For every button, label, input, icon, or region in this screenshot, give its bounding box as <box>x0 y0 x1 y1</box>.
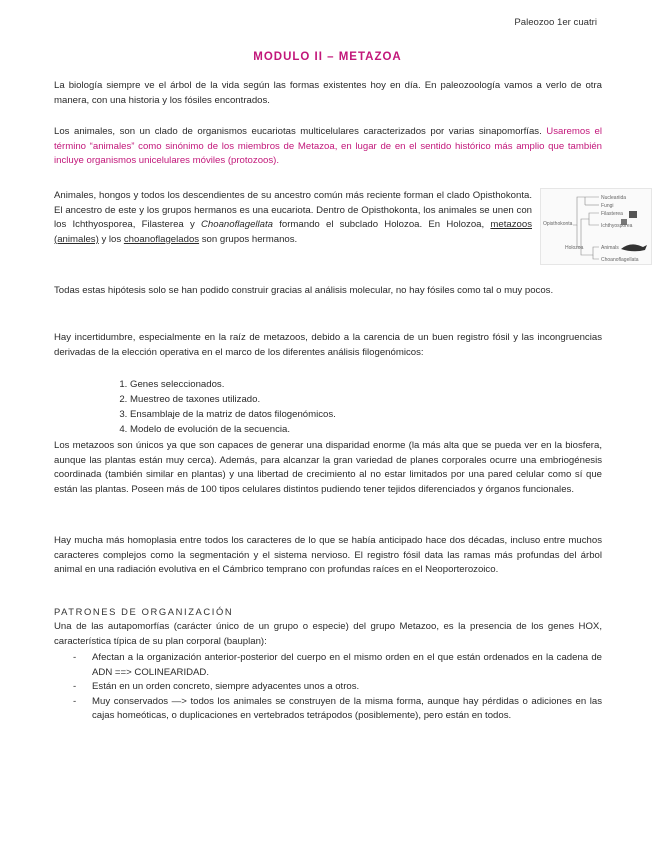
opisthokonta-paragraph <box>54 189 532 247</box>
homoplasy-paragraph: Hay mucha más homoplasia entre todos los caracteres de lo que se había anticipado hace dos décadas, incluso entre muchos caracteres complejos como la segmentación y el sistema nervioso. El registro fósil data las ramas más profundas del árbol animal en una radiación evolutiva en el Cámbrico temprano con profundas raíces en el Neoporterozoico. <box>54 535 602 576</box>
phylogeny-tree-figure <box>540 188 652 265</box>
list-item: - Están en un orden concreto, siempre adyacentes unos a otros. <box>54 680 602 695</box>
list-item: 2. Muestreo de taxones utilizado. <box>130 392 490 407</box>
tree-leaf-choanoflagellata: Choanoflagellata <box>601 257 639 263</box>
page-title: MODULO II – METAZOA <box>253 51 402 63</box>
tree-leaf-animals: Animals <box>601 245 619 251</box>
tree-leaf-ichthyosporea: Ichthyosporea <box>601 223 633 229</box>
hox-features-list <box>54 651 602 724</box>
tree-label-holozoa: Holozoa <box>565 245 584 251</box>
page-header-course: Paleozoo 1er cuatri <box>514 17 597 28</box>
animals-term-note: Usaremos el término “animales” como sinónimo de los miembros de Metazoa, en lugar de en el sentido histórico más amplio que también incluye organismos unicelulares móviles (protozoos). <box>54 126 603 167</box>
list-item: 1. Genes seleccionados. <box>130 377 490 392</box>
disparity-paragraph: Los metazoos son únicos ya que son capaces de generar una disparidad enorme (la más alta que se pueda ver en la biosfera, aunque las plantas están muy cerca). Además, para alcanzar la gran variedad de planes corporales ocurre una embriogénesis coordinada (también similar en plantas) y una libertad de crecimiento al no estar limitados por una pared celular como sí que están las plantas. Poseen más de 100 tipos celulares distintos pudiendo tener tejidos diferenciados y órganos funcionales. <box>54 440 602 495</box>
intro-paragraph: La biología siempre ve el árbol de la vida según las formas existentes hoy en día. En paleozoología vamos a verlo de otra manera, con una historia y los fósiles encontrados. <box>54 80 602 106</box>
list-item: - Muy conservados —> todos los animales se construyen de la misma forma, aunque hay pérdidas o adiciones en las cajas homeóticas, o duplicaciones en vertebrados tetrápodos (posiblemente), pero están en todos. <box>54 695 602 724</box>
list-item: 4. Modelo de evolución de la secuencia. <box>130 422 490 437</box>
whale-silhouette-icon <box>621 244 647 251</box>
choanoflagellata-term: Choanoflagellata <box>201 219 274 231</box>
filasterea-thumbnail-icon <box>629 211 637 218</box>
animals-definition-text: Los animales, son un clado de organismos eucariotas multicelulares caracterizados por varias sinapomorfías. <box>54 126 542 137</box>
list-item: 3. Ensamblaje de la matriz de datos filogenómicos. <box>130 407 490 422</box>
holozoa-text: formando el subclado Holozoa. En Holozoa, <box>273 219 491 231</box>
phylogeny-tree-svg <box>541 189 651 264</box>
sister-groups-text: son grupos hermanos. <box>199 233 298 245</box>
molecular-analysis-paragraph: Todas estas hipótesis solo se han podido construir gracias al análisis molecular, no hay fósiles como tal o muy pocos. <box>54 285 554 296</box>
tree-label-opisthokonta: Opisthokonta <box>543 221 573 227</box>
section-heading: PATRONES DE ORGANIZACIÓN <box>54 606 234 617</box>
tree-leaf-fungi: Fungi <box>601 203 614 209</box>
phylogenomic-factors-list <box>108 377 490 437</box>
list-item: - Afectan a la organización anterior-posterior del cuerpo en el mismo orden en el que están ordenados en la cadena de ADN ==> COLINEARIDAD. <box>54 651 602 680</box>
opisthokonta-text: Animales, hongos y todos los descendientes de su ancestro común más reciente forman el clado Opisthokonta. El ancestro de este y los grupos hermanos es una eucariota. Dentro de Opisthokonta, los animales se unen con los Ichthyosporea, Filasterea y <box>54 190 532 231</box>
hox-intro-paragraph: Una de las autapomorfías (carácter único de un grupo o especie) del grupo Metazoo, es la presencia de los genes HOX, característica típica de su plan corporal (bauplan): <box>54 621 602 647</box>
tree-leaf-filasterea: Filasterea <box>601 211 623 217</box>
animals-definition-paragraph <box>54 125 602 169</box>
metazoos-link-term: metazoos (animales) <box>54 219 532 245</box>
choanoflagelados-link-term: choanoflagelados <box>123 233 200 245</box>
connector-text: y los <box>98 233 124 245</box>
tree-leaf-nucleariida: Nucleariida <box>601 195 627 201</box>
uncertainty-paragraph: Hay incertidumbre, especialmente en la raíz de metazoos, debido a la carencia de un buen registro fósil y las incongruencias derivadas de la elección operativa en el marco de los diferentes análisis filogenómicos: <box>54 332 602 358</box>
